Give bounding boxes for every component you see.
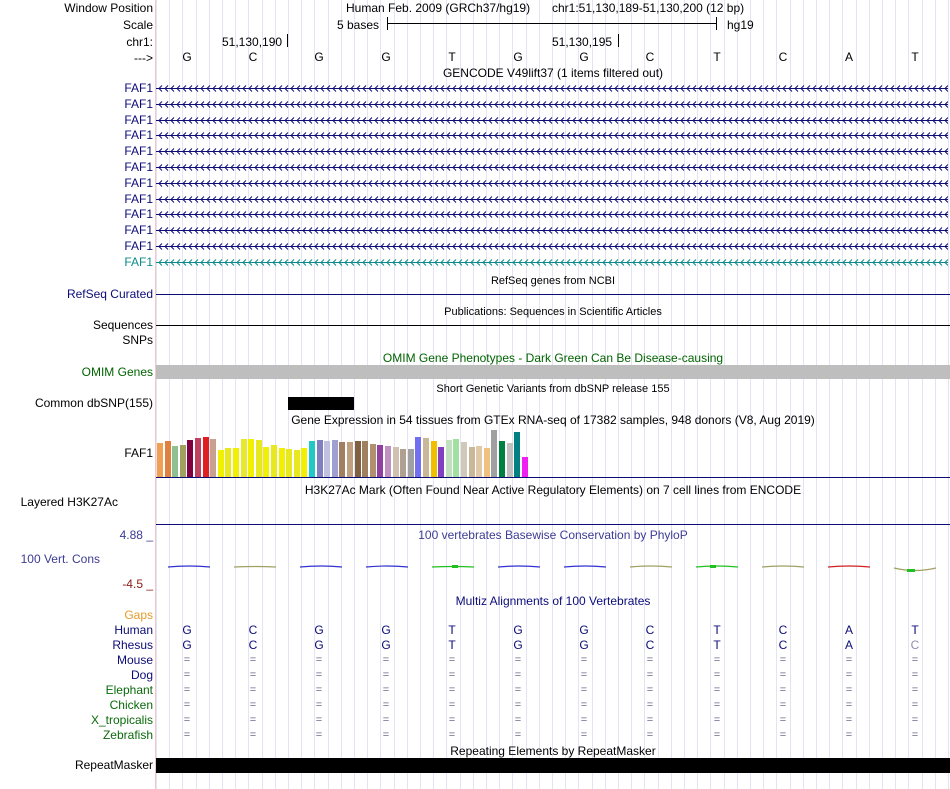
gtex-tissue-bar[interactable] — [248, 439, 254, 477]
alignment-base: = — [713, 729, 721, 741]
alignment-base: = — [580, 654, 588, 666]
cons-title[interactable]: 100 vertebrates Basewise Conservation by PhyloP — [418, 528, 688, 542]
base-letter: G — [314, 50, 324, 64]
gtex-tissue-bar[interactable] — [332, 440, 338, 477]
gtex-baseline — [156, 477, 950, 478]
label-chr: chr1: — [126, 35, 153, 49]
alignment-base: = — [448, 729, 456, 741]
gtex-tissue-bar[interactable] — [279, 448, 285, 477]
gtex-tissue-bar[interactable] — [271, 445, 277, 477]
label-strand: ---> — [134, 51, 153, 65]
multiz-title[interactable]: Multiz Alignments of 100 Vertebrates — [455, 594, 651, 608]
alignment-base: G — [381, 638, 391, 652]
alignment-base: = — [580, 684, 588, 696]
label-scale: Scale — [122, 18, 153, 32]
alignment-base: = — [448, 684, 456, 696]
gtex-tissue-bar[interactable] — [241, 439, 247, 477]
alignment-base: C — [778, 638, 788, 652]
base-letter: T — [713, 50, 721, 64]
label-cons-min: -4.5 _ — [122, 577, 153, 591]
base-letter: G — [579, 50, 589, 64]
alignment-base: = — [845, 729, 853, 741]
gtex-tissue-bar[interactable] — [180, 445, 186, 477]
gencode-transcript-row[interactable] — [156, 128, 948, 142]
gtex-tissue-bar[interactable] — [294, 450, 300, 477]
gtex-tissue-bar[interactable] — [491, 430, 497, 477]
gtex-tissue-bar[interactable] — [484, 448, 490, 477]
label-cons-max: 4.88 _ — [119, 528, 153, 542]
alignment-base: = — [646, 654, 654, 666]
base-letter: T — [911, 50, 919, 64]
alignment-base: = — [183, 654, 191, 666]
alignment-base: C — [248, 638, 258, 652]
species-label[interactable]: X_tropicalis — [90, 713, 153, 727]
alignment-base: T — [448, 623, 456, 637]
cons-mark-1 — [168, 566, 210, 567]
gencode-gene-label[interactable]: FAF1 — [124, 255, 153, 269]
alignment-base: = — [448, 654, 456, 666]
base-letter: G — [513, 50, 523, 64]
gtex-tissue-bar[interactable] — [522, 457, 528, 477]
gencode-transcript-row[interactable] — [156, 113, 948, 127]
gtex-tissue-bar[interactable] — [393, 447, 399, 477]
alignment-base: = — [514, 699, 522, 711]
gtex-tissue-bar[interactable] — [286, 449, 292, 477]
gencode-gene-label[interactable]: FAF1 — [124, 207, 153, 221]
label-repeatmasker[interactable]: RepeatMasker — [74, 758, 153, 772]
alignment-base: G — [513, 638, 523, 652]
assembly-title: Human Feb. 2009 (GRCh37/hg19) — [346, 1, 531, 15]
position-text[interactable]: chr1:51,130,189-51,130,200 (12 bp) — [552, 1, 745, 15]
alignment-base: T — [713, 638, 721, 652]
alignment-base: C — [248, 623, 258, 637]
base-letter: C — [778, 50, 788, 64]
gencode-gene-label[interactable]: FAF1 — [124, 128, 153, 142]
alignment-base: = — [911, 669, 919, 681]
h3k27ac-line — [156, 524, 950, 525]
alignment-base: G — [182, 638, 192, 652]
dbsnp-title[interactable]: Short Genetic Variants from dbSNP release 155 — [436, 383, 670, 395]
gencode-transcript-row[interactable] — [156, 144, 948, 158]
alignment-base: T — [911, 623, 919, 637]
coord-left-tick — [287, 34, 288, 47]
alignment-base: = — [249, 714, 257, 726]
gtex-tissue-bar[interactable] — [355, 441, 361, 477]
alignment-base: = — [183, 714, 191, 726]
sequences-line[interactable] — [156, 325, 950, 326]
alignment-base: = — [514, 669, 522, 681]
gtex-tissue-bar[interactable] — [385, 446, 391, 477]
alignment-base: = — [382, 684, 390, 696]
alignment-base: G — [513, 623, 523, 637]
gtex-tissue-bar[interactable] — [499, 441, 505, 477]
label-cons[interactable]: 100 Vert. Cons — [20, 552, 100, 566]
alignment-base: = — [646, 669, 654, 681]
base-letter: A — [844, 50, 853, 64]
cons-mark-4 — [366, 566, 408, 567]
gtex-tissue-bar[interactable] — [476, 446, 482, 477]
alignment-base: A — [844, 623, 853, 637]
alignment-base: C — [645, 623, 655, 637]
alignment-base: = — [183, 669, 191, 681]
alignment-base: T — [448, 638, 456, 652]
gencode-transcript-row[interactable] — [156, 97, 948, 111]
alignment-base: = — [183, 684, 191, 696]
alignment-base: = — [315, 729, 323, 741]
gtex-tissue-bar[interactable] — [157, 443, 163, 477]
alignment-base: G — [579, 623, 589, 637]
alignment-base: C — [645, 638, 655, 652]
scale-bar-label: 5 bases — [337, 18, 380, 32]
alignment-base: = — [382, 729, 390, 741]
label-h3k27ac[interactable]: Layered H3K27Ac — [20, 495, 118, 509]
alignment-base: T — [713, 623, 721, 637]
cons-mark-10 — [762, 566, 804, 567]
alignment-base: = — [580, 699, 588, 711]
alignment-base: = — [249, 699, 257, 711]
gencode-transcript-row[interactable] — [156, 176, 948, 190]
omim-title[interactable]: OMIM Gene Phenotypes - Dark Green Can Be Disease-causing — [382, 351, 724, 365]
alignment-base: = — [514, 654, 522, 666]
alignment-base: = — [845, 699, 853, 711]
alignment-base: = — [514, 714, 522, 726]
alignment-base: = — [845, 714, 853, 726]
label-gaps[interactable]: Gaps — [124, 608, 153, 622]
gencode-transcript-row[interactable] — [156, 81, 948, 95]
gencode-gene-label[interactable]: FAF1 — [124, 192, 153, 206]
gencode-gene-label[interactable]: FAF1 — [124, 239, 153, 253]
gtex-tissue-bar[interactable] — [210, 439, 216, 477]
gtex-tissue-bar[interactable] — [514, 432, 520, 477]
gtex-tissue-bar[interactable] — [400, 449, 406, 477]
alignment-base: = — [448, 669, 456, 681]
cons-mark-8 — [630, 566, 672, 567]
label-refseq[interactable]: RefSeq Curated — [66, 287, 153, 301]
alignment-base: G — [182, 623, 192, 637]
cons-plot[interactable] — [156, 555, 950, 579]
alignment-base: = — [315, 714, 323, 726]
alignment-base: G — [381, 623, 391, 637]
alignment-base: = — [779, 684, 787, 696]
gencode-title[interactable]: GENCODE V49lift37 (1 items filtered out) — [442, 66, 664, 80]
alignment-base: = — [382, 699, 390, 711]
gtex-tissue-bar[interactable] — [377, 445, 383, 477]
refseq-title[interactable]: RefSeq genes from NCBI — [490, 275, 616, 287]
alignment-base: = — [845, 669, 853, 681]
species-label[interactable]: Dog — [130, 668, 153, 682]
gtex-tissue-bar[interactable] — [203, 437, 209, 477]
coord-right-tick — [618, 34, 619, 47]
gencode-transcript-row[interactable] — [156, 192, 948, 206]
alignment-base: = — [646, 714, 654, 726]
label-gtex-gene[interactable]: FAF1 — [124, 446, 153, 460]
gtex-tissue-bar[interactable] — [317, 440, 323, 477]
alignment-base: = — [911, 729, 919, 741]
alignment-base: = — [713, 669, 721, 681]
gtex-tissue-bar[interactable] — [187, 440, 193, 477]
species-label[interactable]: Mouse — [116, 653, 153, 667]
cons-mark-11 — [828, 566, 870, 567]
alignment-base: = — [779, 669, 787, 681]
cons-mark-7 — [564, 566, 606, 567]
gtex-tissue-bar[interactable] — [324, 441, 330, 477]
cons-mark-3 — [300, 566, 342, 567]
alignment-base: G — [579, 638, 589, 652]
alignment-base: = — [382, 669, 390, 681]
alignment-base: = — [845, 684, 853, 696]
gtex-tissue-bar[interactable] — [431, 441, 437, 477]
gencode-transcript-row[interactable] — [156, 160, 948, 174]
gencode-transcript-row[interactable] — [156, 223, 948, 237]
repeatmasker-bar[interactable] — [156, 758, 950, 773]
alignment-base: = — [514, 684, 522, 696]
alignment-base: = — [911, 699, 919, 711]
alignment-base: = — [646, 684, 654, 696]
gencode-transcript-row[interactable] — [156, 207, 948, 221]
gtex-tissue-bar[interactable] — [301, 448, 307, 477]
alignment-base: G — [314, 638, 324, 652]
gtex-tissue-bar[interactable] — [172, 446, 178, 477]
alignment-base: = — [315, 654, 323, 666]
gtex-tissue-bar[interactable] — [408, 449, 414, 477]
gencode-gene-label[interactable]: FAF1 — [124, 113, 153, 127]
alignment-base: = — [713, 699, 721, 711]
gtex-tissue-bar[interactable] — [256, 440, 262, 477]
alignment-base: A — [844, 638, 853, 652]
base-letter: G — [381, 50, 391, 64]
label-omim[interactable]: OMIM Genes — [81, 365, 153, 379]
label-dbsnp[interactable]: Common dbSNP(155) — [34, 396, 153, 410]
scale-bar — [387, 17, 717, 31]
gtex-tissue-bar[interactable] — [438, 447, 444, 477]
base-letter: C — [248, 50, 258, 64]
species-label[interactable]: Rhesus — [112, 638, 153, 652]
species-label[interactable]: Human — [114, 623, 153, 637]
alignment-base: = — [249, 729, 257, 741]
base-letter: T — [448, 50, 456, 64]
base-letter: G — [182, 50, 192, 64]
gtex-tissue-bar[interactable] — [339, 442, 345, 477]
species-label[interactable]: Zebrafish — [102, 728, 153, 742]
gtex-tissue-bar[interactable] — [195, 438, 201, 477]
alignment-base: = — [713, 684, 721, 696]
h3k27ac-title[interactable]: H3K27Ac Mark (Often Found Near Active Regulatory Elements) on 7 cell lines from ENCODE — [304, 483, 802, 497]
gtex-title[interactable]: Gene Expression in 54 tissues from GTEx RNA-seq of 17382 samples, 948 donors (V8, Aug 2019) — [291, 413, 815, 427]
alignment-base: = — [580, 669, 588, 681]
alignment-base: C — [910, 638, 920, 652]
gencode-transcript-row[interactable] — [156, 255, 948, 269]
gtex-tissue-bar[interactable] — [423, 438, 429, 477]
alignment-base: = — [315, 699, 323, 711]
gencode-gene-label[interactable]: FAF1 — [124, 223, 153, 237]
gtex-tissue-bar[interactable] — [165, 441, 171, 477]
gencode-gene-label[interactable]: FAF1 — [124, 81, 153, 95]
label-window-position: Window Position — [64, 1, 153, 15]
gtex-tissue-bar[interactable] — [370, 444, 376, 477]
alignment-base: = — [448, 714, 456, 726]
alignment-base: = — [845, 654, 853, 666]
alignment-base: = — [779, 729, 787, 741]
alignment-base: = — [779, 654, 787, 666]
alignment-base: C — [778, 623, 788, 637]
gtex-tissue-bar[interactable] — [347, 442, 353, 477]
gencode-gene-label[interactable]: FAF1 — [124, 144, 153, 158]
gtex-tissue-bar[interactable] — [362, 441, 368, 477]
coord-left: 51,130,190 — [222, 35, 283, 49]
gtex-tissue-bar[interactable] — [218, 450, 224, 477]
gencode-gene-label[interactable]: FAF1 — [124, 176, 153, 190]
alignment-base: = — [580, 714, 588, 726]
gtex-tissue-bar[interactable] — [446, 440, 452, 477]
alignment-base: = — [911, 714, 919, 726]
alignment-base: = — [382, 654, 390, 666]
gtex-tissue-bar[interactable] — [453, 439, 459, 477]
alignment-base: = — [448, 699, 456, 711]
alignment-base: = — [779, 699, 787, 711]
gtex-tissue-bar[interactable] — [309, 441, 315, 477]
gtex-tissue-bar[interactable] — [461, 442, 467, 477]
refseq-line[interactable] — [156, 294, 950, 295]
alignment-base: = — [911, 654, 919, 666]
alignment-base: = — [779, 714, 787, 726]
track-label-column — [0, 0, 155, 789]
dbsnp-variant-block[interactable] — [288, 397, 354, 410]
alignment-base: = — [315, 669, 323, 681]
alignment-base: G — [314, 623, 324, 637]
cons-mark-9 — [696, 566, 738, 567]
alignment-base: = — [249, 669, 257, 681]
alignment-base: = — [580, 729, 588, 741]
alignment-base: = — [514, 729, 522, 741]
alignment-base: = — [183, 699, 191, 711]
base-letter: C — [645, 50, 655, 64]
gencode-gene-label[interactable]: FAF1 — [124, 97, 153, 111]
pubs-title[interactable]: Publications: Sequences in Scientific Articles — [444, 306, 662, 318]
cons-mark-6 — [498, 566, 540, 567]
label-sequences[interactable]: Sequences — [92, 318, 153, 332]
species-label[interactable]: Chicken — [109, 698, 153, 712]
cons-mark-2 — [234, 567, 276, 568]
alignment-base: = — [249, 684, 257, 696]
gtex-tissue-bar[interactable] — [507, 443, 513, 477]
gtex-tissue-bar[interactable] — [225, 448, 231, 477]
alignment-base: = — [646, 699, 654, 711]
alignment-base: = — [249, 654, 257, 666]
gtex-tissue-bar[interactable] — [263, 447, 269, 477]
alignment-base: = — [183, 729, 191, 741]
alignment-base: = — [713, 714, 721, 726]
omim-bar[interactable] — [156, 365, 950, 379]
alignment-base: = — [713, 654, 721, 666]
gtex-tissue-bar[interactable] — [469, 447, 475, 477]
gencode-gene-label[interactable]: FAF1 — [124, 160, 153, 174]
alignment-base: = — [315, 684, 323, 696]
gtex-tissue-bar[interactable] — [233, 448, 239, 477]
repeat-title[interactable]: Repeating Elements by RepeatMasker — [450, 744, 656, 758]
gencode-transcript-row[interactable] — [156, 239, 948, 253]
coord-right: 51,130,195 — [552, 35, 613, 49]
gtex-tissue-bar[interactable] — [415, 437, 421, 477]
label-snps[interactable]: SNPs — [122, 333, 153, 347]
alignment-base: = — [646, 729, 654, 741]
alignment-base: = — [911, 684, 919, 696]
scale-db: hg19 — [727, 18, 754, 32]
alignment-base: = — [382, 714, 390, 726]
gtex-bars[interactable] — [156, 428, 546, 477]
species-label[interactable]: Elephant — [105, 683, 153, 697]
